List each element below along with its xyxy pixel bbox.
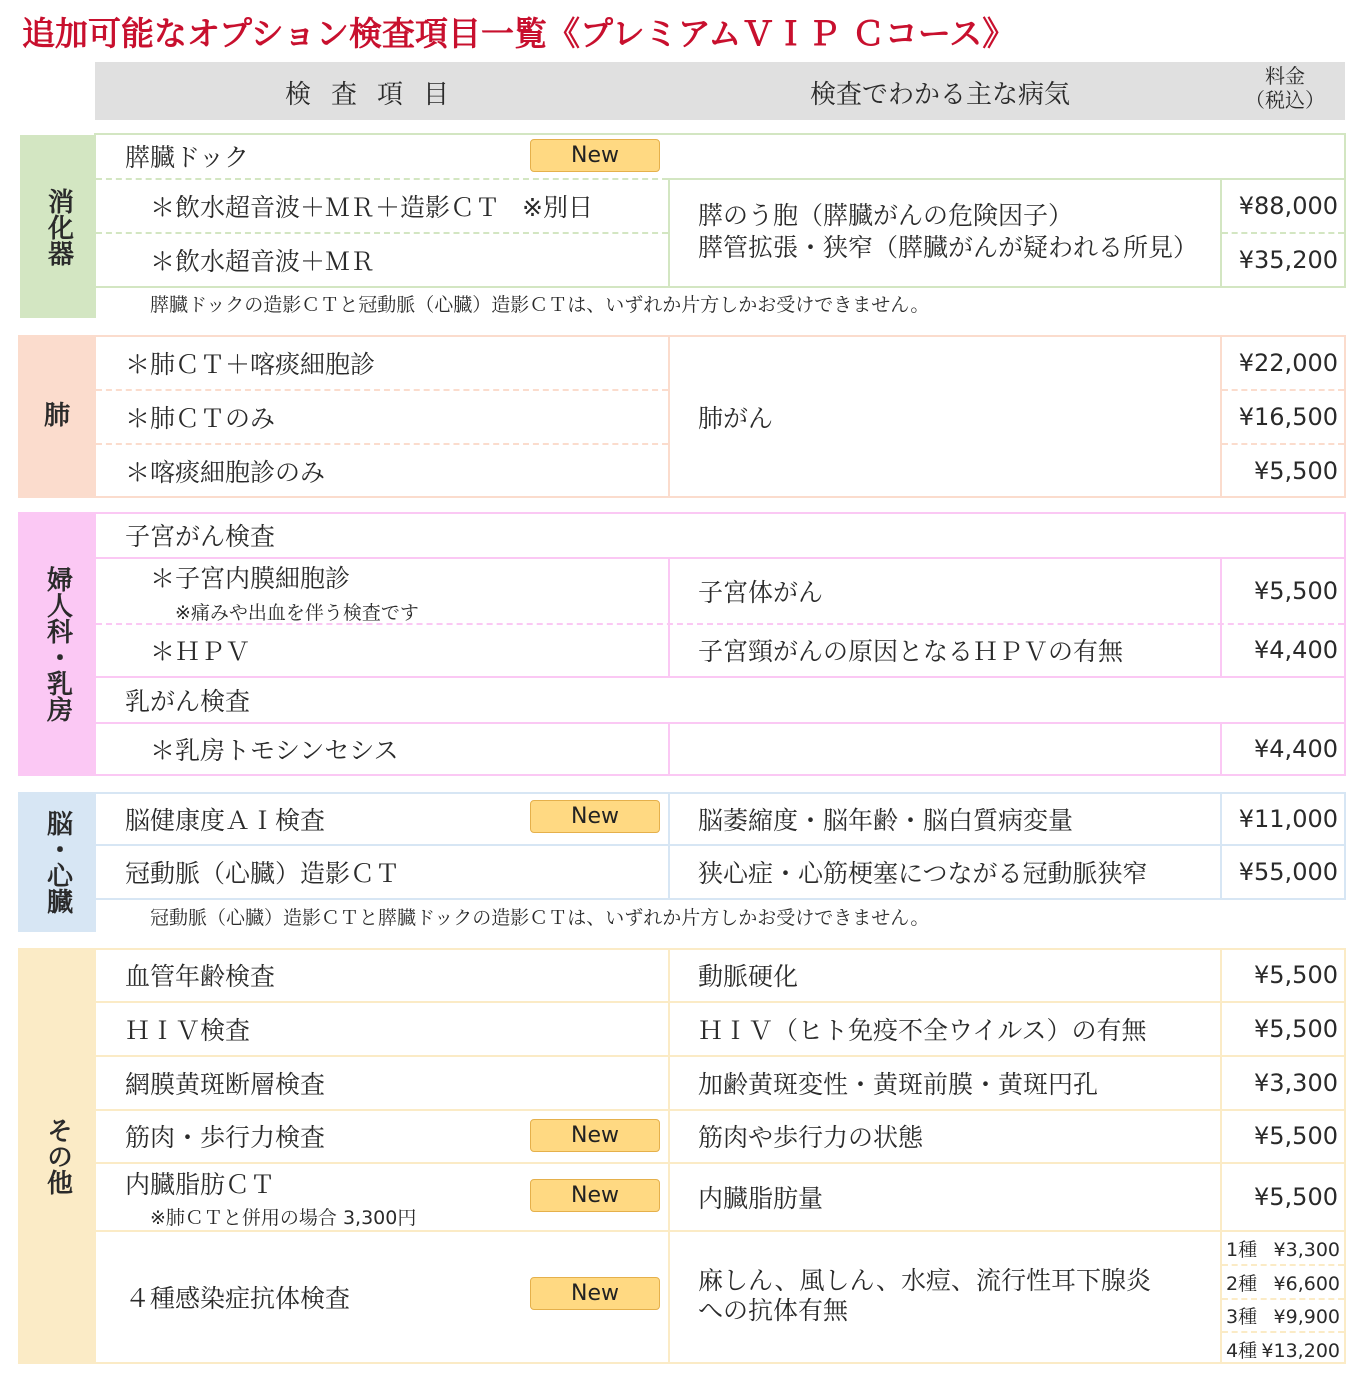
header-price <box>1240 64 1330 112</box>
new-badge: New <box>530 1179 660 1212</box>
price-sputum: ¥5,500 <box>1254 457 1338 485</box>
disease-endometrial: 子宮体がん <box>698 578 824 607</box>
divider <box>1222 389 1344 391</box>
category-brain-heart <box>18 792 96 932</box>
disease-coronary-ct: 狭心症・心筋梗塞につながる冠動脈狭窄 <box>698 859 1148 888</box>
divider <box>668 950 670 1362</box>
item-endometrial: ＊子宮内膜細胞診 <box>150 564 351 593</box>
divider <box>668 724 670 774</box>
header-price-line1: 料金 <box>1265 64 1305 88</box>
new-badge: New <box>530 800 660 833</box>
disease-hiv: ＨＩＶ（ヒト免疫不全ウイルス）の有無 <box>698 1016 1147 1045</box>
new-badge: New <box>530 139 660 172</box>
page-title: 追加可能なオプション検査項目一覧《プレミアムＶＩＰ Ｃコース》 <box>22 14 1016 53</box>
divider <box>1222 232 1344 234</box>
tier-price: ¥3,300 <box>1273 1239 1340 1261</box>
item-brain-ai: 脳健康度ＡＩ検査 <box>125 806 326 835</box>
tier-label: 1種 <box>1226 1239 1258 1261</box>
divider <box>96 1109 1344 1111</box>
group-breast: 乳がん検査 <box>125 686 251 716</box>
tier-label: 2種 <box>1226 1273 1258 1295</box>
header-disease: 検査でわかる主な病気 <box>810 80 1071 110</box>
category-gyn <box>18 512 96 776</box>
divider <box>96 844 1344 846</box>
price-lung-ct: ¥16,500 <box>1238 403 1338 431</box>
category-brain-heart-label: 脳・心臓 <box>42 810 73 914</box>
category-lung <box>18 335 96 498</box>
divider <box>96 443 668 445</box>
divider <box>96 1230 1344 1232</box>
disease-lung: 肺がん <box>698 404 774 433</box>
item-hpv: ＊ＨＰＶ <box>150 637 251 666</box>
divider <box>1222 1298 1344 1300</box>
disease-visceral-fat: 内臓脂肪量 <box>698 1183 824 1213</box>
footnote-brain-heart: 冠動脈（心臓）造影ＣＴと膵臓ドックの造影ＣＴは、いずれか片方しかお受けできません。 <box>150 907 930 929</box>
price-tomosynthesis: ¥4,400 <box>1254 735 1338 763</box>
item-hiv: ＨＩＶ検査 <box>125 1016 251 1045</box>
item-endometrial-note: ※痛みや出血を伴う検査です <box>175 602 419 624</box>
divider <box>96 178 668 180</box>
category-other-label: その他 <box>42 1117 73 1195</box>
tier-row <box>1226 1302 1340 1329</box>
divider <box>96 676 1344 678</box>
tier-row <box>1226 1269 1340 1296</box>
price-vascular-age: ¥5,500 <box>1254 961 1338 989</box>
header-price-line2: （税込） <box>1245 88 1325 112</box>
item-tomosynthesis: ＊乳房トモシンセシス <box>150 736 399 765</box>
price-muscle-walking: ¥5,500 <box>1254 1122 1338 1150</box>
divider <box>668 180 670 286</box>
price-hiv: ¥5,500 <box>1254 1015 1338 1043</box>
item-pancreas-ct <box>150 182 593 230</box>
item-pancreas-mr: ＊飲水超音波＋ＭＲ <box>150 247 376 276</box>
price-visceral-fat: ¥5,500 <box>1254 1182 1338 1211</box>
disease-retina: 加齢黄斑変性・黄斑前膜・黄斑円孔 <box>698 1070 1099 1099</box>
disease-antibody <box>698 1266 1151 1326</box>
tier-price: ¥13,200 <box>1261 1340 1340 1362</box>
item-sputum: ＊喀痰細胞診のみ <box>125 458 326 487</box>
new-badge: New <box>530 1119 660 1152</box>
price-endometrial: ¥5,500 <box>1254 577 1338 605</box>
price-hpv: ¥4,400 <box>1254 636 1338 664</box>
price-coronary-ct: ¥55,000 <box>1238 858 1338 886</box>
divider <box>96 722 1344 724</box>
tier-row <box>1226 1336 1340 1363</box>
divider <box>668 794 670 898</box>
divider <box>96 232 668 234</box>
item-muscle-walking: 筋肉・歩行力検査 <box>125 1123 326 1152</box>
disease-vascular-age: 動脈硬化 <box>698 962 799 991</box>
divider <box>668 559 670 676</box>
item-visceral-fat: 内臓脂肪ＣＴ <box>125 1170 276 1199</box>
item-coronary-ct: 冠動脈（心臓）造影ＣＴ <box>125 859 401 888</box>
disease-antibody-line2: への抗体有無 <box>698 1296 849 1325</box>
new-badge: New <box>530 1277 660 1310</box>
disease-muscle-walking: 筋肉や歩行力の状態 <box>698 1123 924 1152</box>
price-retina: ¥3,300 <box>1254 1069 1338 1097</box>
divider <box>96 389 668 391</box>
group-pancreas-dock: 膵臓ドック <box>125 143 250 172</box>
footnote-digestive: 膵臓ドックの造影ＣＴと冠動脈（心臓）造影ＣＴは、いずれか片方しかお受けできません。 <box>150 294 930 316</box>
item-vascular-age: 血管年齢検査 <box>125 962 276 991</box>
tier-label: 3種 <box>1226 1306 1258 1328</box>
disease-pancreas-line2: 膵管拡張・狭窄（膵臓がんが疑われる所見） <box>698 233 1199 262</box>
category-digestive-label: 消化器 <box>43 187 74 266</box>
divider <box>1222 443 1344 445</box>
table-header <box>95 62 1345 120</box>
disease-pancreas-line1: 膵のう胞（膵臓がんの危険因子） <box>698 201 1074 230</box>
category-lung-label: 肺 <box>43 401 70 431</box>
price-brain-ai: ¥11,000 <box>1238 805 1338 833</box>
item-antibody: ４種感染症抗体検査 <box>125 1284 351 1313</box>
item-retina: 網膜黄斑断層検査 <box>125 1070 326 1099</box>
price-lung-ct-sputum: ¥22,000 <box>1238 349 1338 377</box>
category-digestive <box>20 135 96 318</box>
divider <box>96 1162 1344 1164</box>
tier-price: ¥9,900 <box>1273 1306 1340 1328</box>
category-gyn-label: 婦人科・乳房 <box>42 566 73 722</box>
header-item: 検査項目 <box>285 80 470 110</box>
disease-hpv: 子宮頸がんの原因となるＨＰＶの有無 <box>698 637 1124 666</box>
divider <box>668 178 1346 180</box>
item-lung-ct: ＊肺ＣＴのみ <box>125 404 276 433</box>
item-lung-ct-sputum: ＊肺ＣＴ＋喀痰細胞診 <box>125 350 376 379</box>
price-pancreas-mr: ¥35,200 <box>1238 246 1338 274</box>
category-other <box>18 948 96 1364</box>
item-visceral-fat-note: ※肺ＣＴと併用の場合 3,300円 <box>150 1207 417 1229</box>
disease-pancreas <box>698 200 1198 264</box>
divider <box>1222 1331 1344 1333</box>
divider <box>668 337 670 496</box>
divider <box>96 1001 1344 1003</box>
disease-antibody-line1: 麻しん、風しん、水痘、流行性耳下腺炎 <box>698 1266 1152 1295</box>
price-pancreas-ct: ¥88,000 <box>1238 192 1338 220</box>
divider <box>1222 1264 1344 1266</box>
divider <box>96 1055 1344 1057</box>
tier-label: 4種 <box>1226 1340 1258 1362</box>
tier-price: ¥6,600 <box>1273 1273 1340 1295</box>
group-uterus: 子宮がん検査 <box>125 522 276 551</box>
item-pancreas-ct-label: ＊飲水超音波＋ＭＲ＋造影ＣＴ <box>150 193 501 222</box>
item-pancreas-ct-note: ※別日 <box>522 193 593 222</box>
tier-row <box>1226 1235 1340 1262</box>
disease-brain-ai: 脳萎縮度・脳年齢・脳白質病変量 <box>698 806 1074 835</box>
